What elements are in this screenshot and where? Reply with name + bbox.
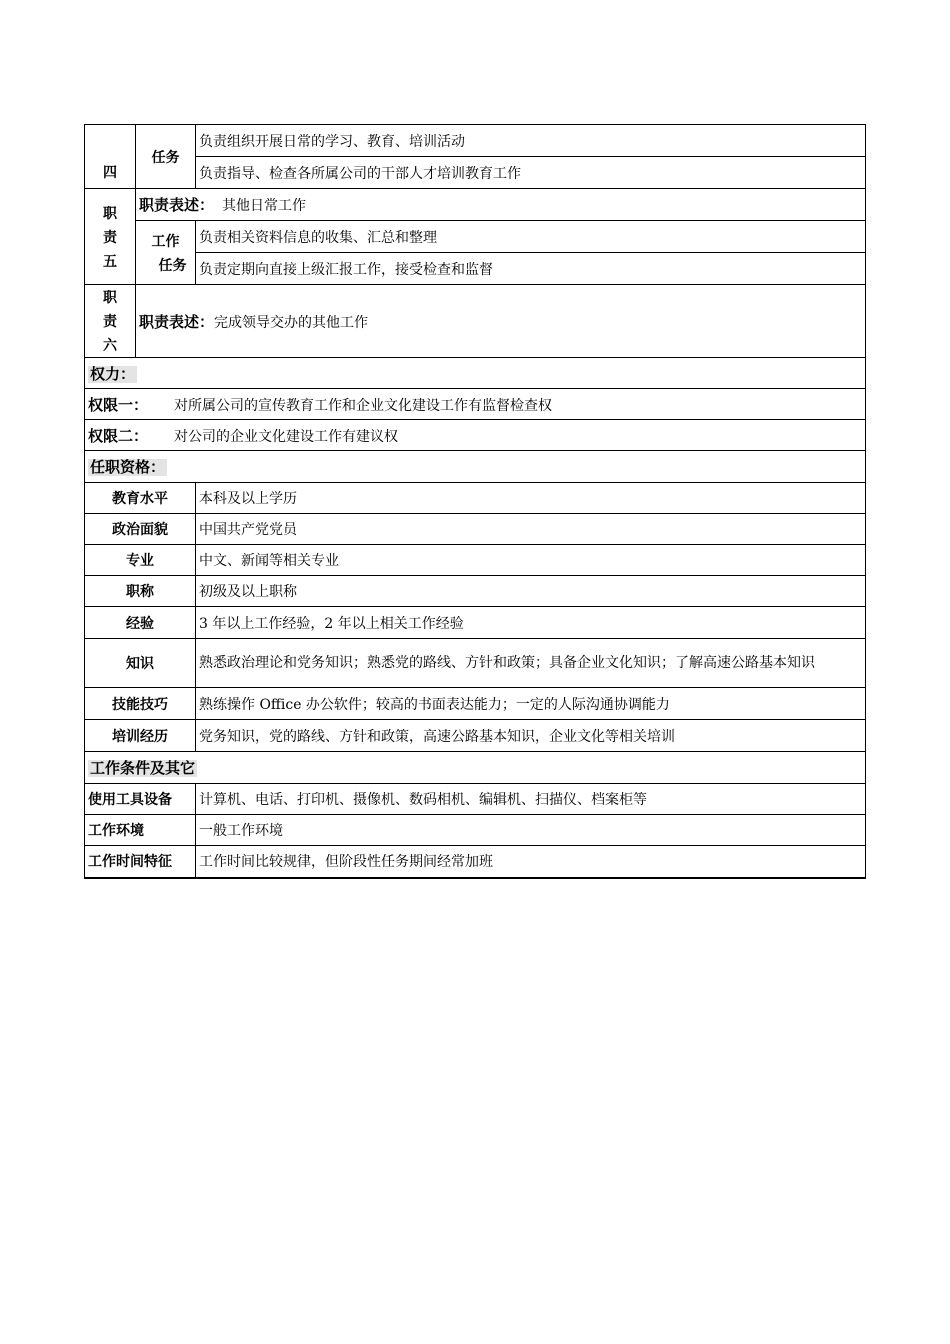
qualification-row — [85, 545, 866, 576]
qualifications-header-cell — [85, 451, 866, 483]
duty4-task-1: 负责组织开展日常的学习、教育、培训活动 — [196, 125, 866, 157]
duty6-statement-label: 职责表述： — [139, 313, 215, 331]
qualification-row — [85, 607, 866, 639]
condition-label: 工作时间特征 — [85, 846, 196, 878]
qualification-label: 培训经历 — [85, 720, 196, 752]
qualification-row — [85, 720, 866, 752]
duty6-row — [85, 285, 866, 358]
qualification-row — [85, 688, 866, 720]
authority-row-2 — [85, 420, 866, 451]
qualification-row — [85, 639, 866, 688]
qualifications-title: 任职资格： — [90, 459, 166, 476]
condition-label: 工作环境 — [85, 815, 196, 846]
duty5-label — [85, 189, 136, 285]
duty5-task-row-1 — [85, 221, 866, 253]
duty6-statement: 完成领导交办的其他工作 — [214, 314, 369, 331]
qualification-value: 中国共产党党员 — [196, 514, 866, 545]
qualification-value: 熟练操作 Office 办公软件；较高的书面表达能力；一定的人际沟通协调能力 — [196, 688, 866, 720]
qualification-label: 政治面貌 — [85, 514, 196, 545]
duty5-task-2: 负责定期向直接上级汇报工作，接受检查和监督 — [196, 253, 866, 285]
duty5-label-char-3: 五 — [103, 252, 117, 269]
duty6-label-char-3: 六 — [103, 337, 117, 353]
qualification-label: 经验 — [85, 607, 196, 639]
qualification-label: 教育水平 — [85, 483, 196, 514]
duty4-label: 四 — [85, 125, 136, 189]
condition-row — [85, 784, 866, 815]
duty4-task-2: 负责指导、检查各所属公司的干部人才培训教育工作 — [196, 157, 866, 189]
duty5-statement-row — [85, 189, 866, 221]
qualification-row — [85, 514, 866, 545]
authority-item-1 — [85, 389, 866, 420]
duty5-task-label-line-2: 任务 — [158, 256, 187, 273]
duty5-label-char-2: 责 — [103, 228, 117, 245]
conditions-title: 工作条件及其它 — [90, 760, 196, 777]
authority-item-2 — [85, 420, 866, 451]
condition-value: 工作时间比较规律，但阶段性任务期间经常加班 — [196, 846, 866, 878]
qualification-value: 熟悉政治理论和党务知识；熟悉党的路线、方针和政策；具备企业文化知识；了解高速公路基本知识 — [196, 639, 866, 688]
authority-row-1 — [85, 389, 866, 420]
duty4-task-label: 任务 — [136, 125, 196, 189]
authority-item-2-text: 对公司的企业文化建设工作有建议权 — [174, 428, 399, 445]
condition-value: 计算机、电话、打印机、摄像机、数码相机、编辑机、扫描仪、档案柜等 — [196, 784, 866, 815]
duty5-task-label — [136, 221, 196, 285]
conditions-header-cell — [85, 752, 866, 784]
qualification-label: 技能技巧 — [85, 688, 196, 720]
condition-row — [85, 815, 866, 846]
qualification-label: 职称 — [85, 576, 196, 607]
conditions-header-row — [85, 752, 866, 784]
duty6-statement-cell — [136, 285, 866, 358]
qualification-row — [85, 483, 866, 514]
duty6-label-char-2: 责 — [103, 313, 117, 329]
qualification-value: 本科及以上学历 — [196, 483, 866, 514]
authority-item-1-text: 对所属公司的宣传教育工作和企业文化建设工作有监督检查权 — [174, 397, 553, 414]
duty5-task-label-line-1: 工作 — [151, 232, 180, 249]
authority-header-row — [85, 358, 866, 389]
qualification-value: 初级及以上职称 — [196, 576, 866, 607]
condition-label: 使用工具设备 — [85, 784, 196, 815]
duty5-statement-label: 职责表述： — [139, 197, 215, 214]
duty5-task-1: 负责相关资料信息的收集、汇总和整理 — [196, 221, 866, 253]
authority-item-2-label: 权限二： — [88, 427, 149, 445]
duty6-label — [85, 285, 136, 358]
qualification-value: 党务知识，党的路线、方针和政策，高速公路基本知识，企业文化等相关培训 — [196, 720, 866, 752]
duty5-statement: 其他日常工作 — [222, 198, 307, 214]
qualification-label: 专业 — [85, 545, 196, 576]
authority-item-1-label: 权限一： — [88, 396, 149, 414]
qualifications-header-row — [85, 451, 866, 483]
qualification-value: 中文、新闻等相关专业 — [196, 545, 866, 576]
condition-row — [85, 846, 866, 878]
authority-header-cell — [85, 358, 866, 389]
duty5-label-char-1: 职 — [103, 204, 117, 221]
job-description-table — [84, 124, 866, 879]
duty4-task-row-2 — [85, 157, 866, 189]
qualification-value: 3 年以上工作经验，2 年以上相关工作经验 — [196, 607, 866, 639]
authority-title: 权力： — [90, 365, 136, 383]
duty6-label-char-1: 职 — [103, 289, 117, 305]
duty5-task-row-2 — [85, 253, 866, 285]
duty4-task-row-1 — [85, 125, 866, 157]
qualification-row — [85, 576, 866, 607]
duty5-statement-cell — [136, 189, 866, 221]
condition-value: 一般工作环境 — [196, 815, 866, 846]
qualification-label: 知识 — [85, 639, 196, 688]
